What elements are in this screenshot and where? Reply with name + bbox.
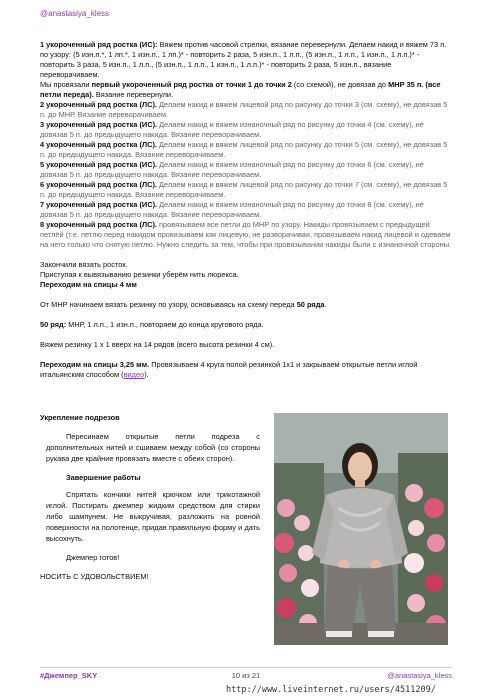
reinforce-body: Пересинаем открытые петли подреза с дополнительных нитей и сшиваем между собой (со стороны рукава две крайние провязать вместе с обеих сторон).	[46, 432, 260, 463]
row-4-title: 4 укороченный ряд ростка (ЛС).	[40, 140, 157, 149]
needles-4mm: Переходим на спицы 4 мм	[40, 280, 137, 289]
rib-line: Вяжем резинку 1 х 1 вверх на 14 рядов (всего высота резинки 4 см).	[40, 340, 275, 349]
mnr-text: От МНР начинаем вязать резинку по узору, основываясь на схему переда	[40, 300, 297, 309]
row-6-text: Делаем накид и вяжем лицевой ряд по рисунку до точки 7 (см. схему), не довязав 5 п. до предыдущего накида. Вязание переворачиваем.	[40, 180, 448, 199]
row-50-title: 50 ряд:	[40, 320, 67, 329]
finish-title: Завершение работы	[66, 473, 141, 482]
row-8	[40, 220, 452, 250]
row-2-title: 2 укороченный ряд ростка (ЛС).	[40, 100, 157, 109]
row-8-text: провязываем все петли до МНР по узору. Накиды провязываем с предыдущей петлёй (т.е. петлю перед накидом провязываем как лицевую, не разворачивая, провязываем накид лицевой и одеваем на него только что снятую петлю. Нужно следить за тем, чтобы при провязывании накиды были с изнаночной стороны.	[40, 220, 452, 249]
mnr-tail: .	[324, 300, 327, 309]
row-7-title: 7 укороченный ряд ростка (ИС).	[40, 200, 158, 209]
row-2	[40, 100, 452, 120]
model-photo	[274, 413, 448, 645]
finish-body: Спрятать кончики нитей крючком или трикотажной иглой. Постирать джемпер жидким средством для стирки либо шампунем. Не выкручивая, разложить на ровной поверхности на полотенце, придав правильную форму и дать высохнуть.	[46, 490, 260, 543]
watermark-url: http://www.liveinternet.ru/users/4511209/	[226, 685, 436, 695]
row-7-text: Делаем накид и вяжем изнаночный ряд по рисунку до точки 8 (см. схему), не довязав 5 п. до предыдущего накида. Вязание переворачиваем.	[40, 200, 424, 219]
progress-suffix: Вязание перевернули.	[93, 90, 174, 99]
row-3-text: Делаем накид и вяжем изнаночный ряд по рисунку до точки 4 (см. схему), не довязав 5 п. до предыдущего накида. Вязание переворачиваем.	[40, 120, 424, 139]
row-8-title: 8 укороченный ряд ростка (ЛС).	[40, 220, 157, 229]
progress-bold-2: МНР 35 п. (все петли переда).	[40, 80, 441, 99]
row-3	[40, 120, 452, 140]
row-progress	[40, 80, 452, 100]
row-4-text: Делаем накид и вяжем лицевой ряд по рисунку до точки 5 (см. схему), не довязав 5 п. до предыдущего накида. Вязание переворачиваем.	[40, 140, 448, 159]
row-2-text: Делаем накид и вяжем лицевой ряд по рисунку до точки 3 (см. схему), не довязав 5 п. до МНР. Вязание переворачиваем.	[40, 100, 448, 119]
closing-line-3	[40, 280, 452, 290]
photo-illustration	[274, 413, 448, 645]
progress-mid: (со схемой), не довязав до	[291, 80, 389, 89]
row-4	[40, 140, 452, 160]
header-handle[interactable]: @anastasiya_kless	[40, 9, 110, 18]
row-1	[40, 40, 452, 80]
closing-line-2: Приступая к вывязыванию резинки уберём нить люрекса.	[40, 270, 239, 279]
ready-text: Джемпер готов!	[66, 553, 120, 562]
video-link[interactable]: видео	[123, 370, 145, 379]
row-1-title: 1 укороченный ряд ростка (ИС):	[40, 40, 158, 49]
closing-line-1: Закончили вязать росток.	[40, 260, 128, 269]
mnr-line	[40, 300, 452, 310]
row-50	[40, 320, 452, 330]
row-5	[40, 160, 452, 180]
instructions	[40, 40, 452, 380]
footer-tag[interactable]: #Джемпер_SKY	[40, 671, 98, 680]
row-7	[40, 200, 452, 220]
row-6	[40, 180, 452, 200]
needles-325	[40, 360, 452, 380]
needles-325-text: Провязываем 4 круга полой резинкой 1х1 и закрываем открытые петли иглой итальянским способом (	[40, 360, 418, 379]
mnr-bold: 50 ряда	[296, 300, 325, 309]
row-3-title: 3 укороченный ряд ростка (ИС).	[40, 120, 158, 129]
row-5-title: 5 укороченный ряд ростка (ИС).	[40, 160, 158, 169]
progress-bold: первый укороченный ряд ростка от точки 1 до точки 2	[91, 80, 292, 89]
needles-325-title: Переходим на спицы 3,25 мм.	[40, 360, 150, 369]
row-6-title: 6 укороченный ряд ростка (ЛС).	[40, 180, 157, 189]
row-1-text: Вяжем против часовой стрелки, вязание перевернули. Делаем накид и вяжем 73 п. по узору: (5 изн.п.*, 1 лп.*, 1 изн.п., 1 лп.)* - повторить 2 раза, 5 изн.п., 1 л.п., (5 изн.п., 1 л.п., 1 изн.п., 1 л.п.)* - повторить 3 раза, 5 изн.п., 1 л.п., (5 изн.п., 1 л.п., 1 изн.п., 1 л.п.)* - повторить 2 раза, 5 изн.п., вязание переворачиваем.	[40, 40, 447, 79]
page-number: 10 из 21	[231, 671, 261, 680]
needles-325-tail: ).	[144, 370, 149, 379]
finishing-column	[40, 412, 260, 582]
enjoy-text: НОСИТЬ С УДОВОЛЬСТВИЕМ!	[40, 572, 149, 581]
footer	[40, 667, 452, 680]
row-50-text: МНР, 1 л.п., 1 изн.п., повторяем до конца кругового ряда.	[66, 320, 264, 329]
row-5-text: Делаем накид и вяжем изнаночный ряд по рисунку до точки 6 (см. схему), не довязав 5 п. до предыдущего накида. Вязание переворачиваем.	[40, 160, 424, 179]
progress-prefix: Мы провязали	[40, 80, 92, 89]
reinforce-title: Укрепление подрезов	[40, 413, 120, 422]
footer-handle[interactable]: @anastasiya_kless	[387, 671, 452, 680]
